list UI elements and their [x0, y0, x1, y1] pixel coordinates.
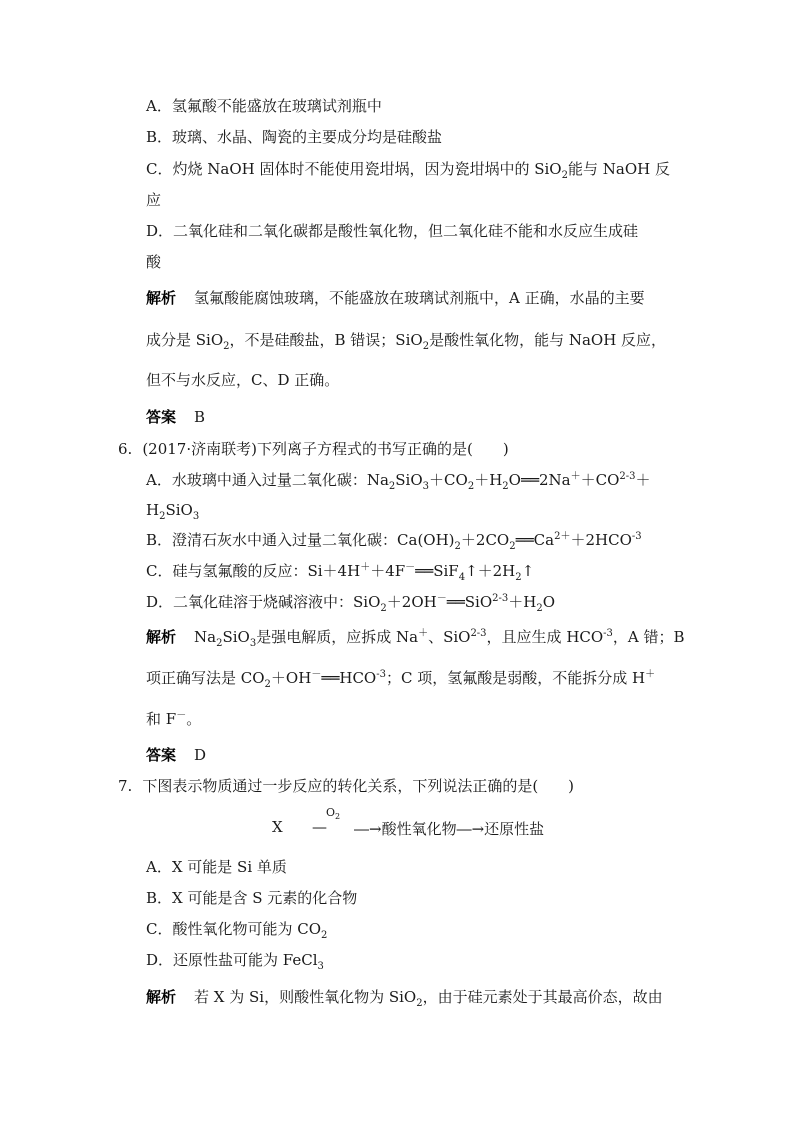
q6-option-d: D．二氧化硅溶于烧碱溶液中：$SiO_2+2OH^-══SiO^{2-3}+H_2O$ [146, 593, 556, 614]
answer-label: 答案 [146, 408, 177, 426]
q5-analysis-line3: 但不与水反应，C、D 正确。 [146, 371, 340, 389]
q5-analysis-line1: 解析 氢氟酸能腐蚀玻璃，不能盛放在玻璃试剂瓶中，A 正确，水晶的主要 [146, 289, 645, 307]
q5-option-d-line2: 酸 [146, 253, 162, 271]
q7-option-c: C．酸性氧化物可能为 $CO_2$ [146, 920, 328, 941]
reaction-x: X [272, 818, 283, 836]
answer-value: B [194, 408, 206, 426]
q5-option-c-line1: C．灼烧 NaOH 固体时不能使用瓷坩埚，因为瓷坩埚中的 SiO$_2$能与 NaOH 反 [146, 160, 670, 181]
q6-option-c: C．硅与氢氟酸的反应：$Si+4H^++4F^-══SiF_4↑+2H_2↑$ [146, 562, 535, 583]
q6-analysis-line3: 和 F－。 [146, 710, 202, 728]
q6-answer [146, 745, 206, 765]
q5-analysis-line2: 成分是 SiO$_2$，不是硅酸盐，B 错误；SiO$_2$是酸性氧化物，能与 NaOH 反应， [146, 331, 667, 352]
q6-option-a-line1: A．水玻璃中通入过量二氧化碳：$Na_2SiO_3+CO_2+H_2O══2Na^++CO^{2-3}+$ [146, 471, 651, 492]
q7-option-b: B．X 可能是含 S 元素的化合物 [146, 889, 358, 907]
question-number: 7. [118, 777, 133, 795]
q7-analysis-line1: 解析 若 X 为 Si，则酸性氧化物为 SiO$_2$，由于硅元素处于其最高价态，故由 [146, 988, 663, 1009]
question-number: 6. [118, 440, 133, 458]
answer-value: D [194, 746, 207, 764]
q7-option-d: D．还原性盐可能为 FeCl$_3$ [146, 951, 324, 972]
reaction-chain: ―→酸性氧化物―→还原性盐 [354, 820, 545, 838]
q5-option-a: A．氢氟酸不能盛放在玻璃试剂瓶中 [146, 97, 382, 115]
analysis-label: 解析 [146, 988, 177, 1006]
q6-stem: 6. (2017·济南联考)下列离子方程式的书写正确的是( ) [118, 440, 509, 458]
q5-option-c-line2: 应 [146, 191, 162, 209]
q6-analysis-line2: 项正确写法是 $CO_2+OH^-══HCO^{-3}$；C 项，氢氟酸是弱酸，不能拆分成 H＋ [146, 669, 656, 690]
q6-option-b: B．澄清石灰水中通入过量二氧化碳：$Ca(OH)_2+2CO_2══Ca^{2+}+2HCO^{-3}$ [146, 531, 642, 552]
q7-option-a: A．X 可能是 Si 单质 [146, 858, 287, 876]
q7-stem: 7. 下图表示物质通过一步反应的转化关系，下列说法正确的是( ) [118, 777, 575, 795]
q5-option-d-line1: D．二氧化硅和二氧化碳都是酸性氧化物，但二氧化硅不能和水反应生成硅 [146, 222, 639, 240]
analysis-label: 解析 [146, 628, 177, 646]
q6-analysis-line1: 解析 $Na_2SiO_3$是强电解质，应拆成 Na＋、SiO$^{2-3}$，且应生成 $HCO^{-3}$，A 错；B [146, 628, 685, 649]
q6-option-a-line2: $H_2SiO_3$ [146, 501, 200, 522]
reaction-o2-label: $O_2$ [326, 806, 341, 822]
q5-answer [146, 407, 205, 427]
answer-label: 答案 [146, 746, 177, 764]
q5-option-b: B．玻璃、水晶、陶瓷的主要成分均是硅酸盐 [146, 128, 443, 146]
reaction-dash: — [312, 818, 327, 836]
analysis-label: 解析 [146, 289, 177, 307]
